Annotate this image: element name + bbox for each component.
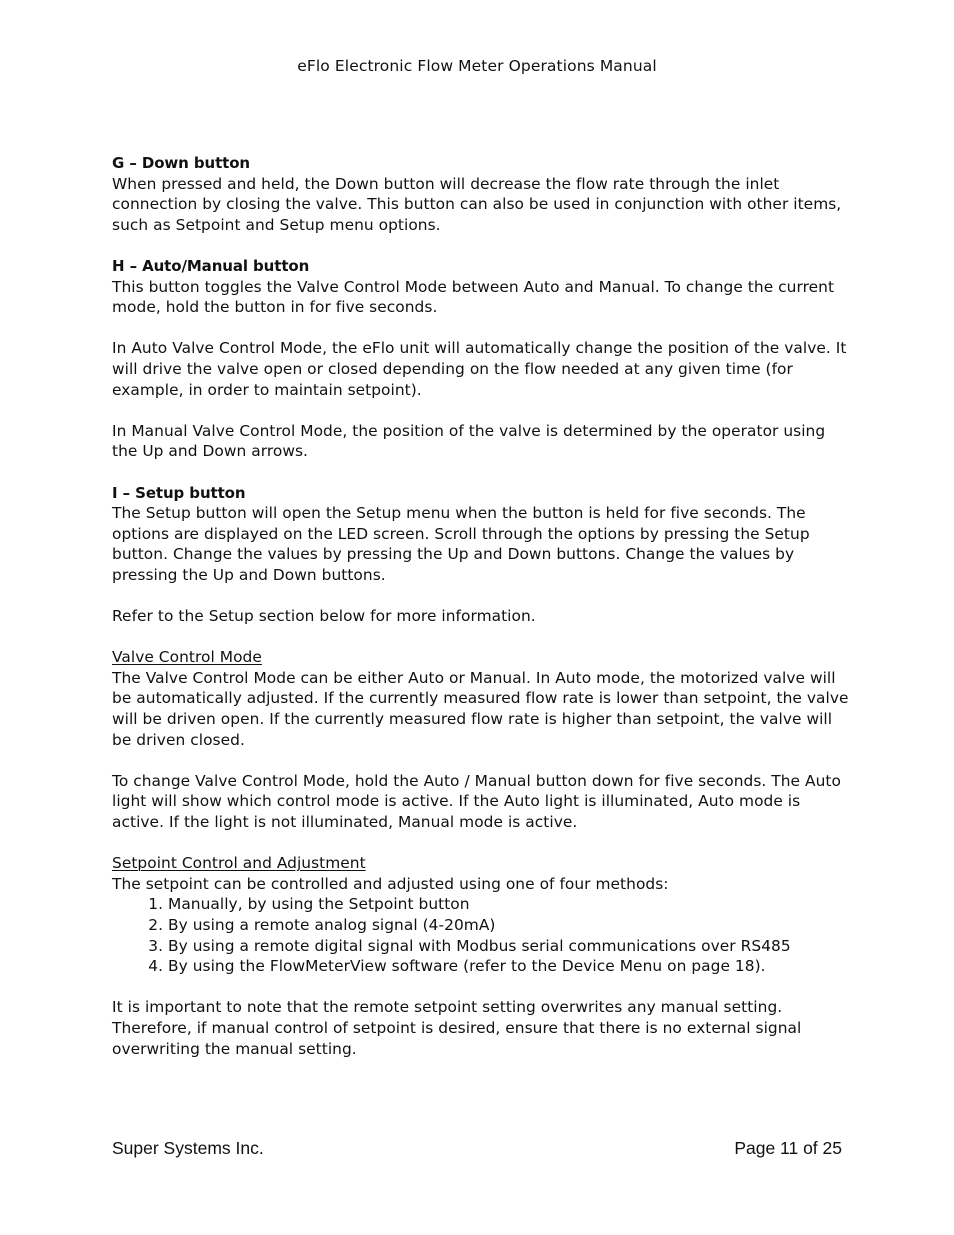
paragraph: To change Valve Control Mode, hold the Auto / Manual button down for five seconds. The Auto light will show which control mode is active. If the Auto light is illuminated, Auto mode is active. If the light is not illuminated, Manual mode is active. — [112, 771, 841, 831]
paragraph: The Valve Control Mode can be either Auto or Manual. In Auto mode, the motorized valve will be automatically adjusted. If the currently measured flow rate is lower than setpoint, the valve will be driven open. If the currently measured flow rate is higher than setpoint, the valve will be driven closed. — [112, 668, 849, 749]
page-footer — [112, 1136, 842, 1160]
paragraph: The setpoint can be controlled and adjusted using one of four methods: — [112, 874, 669, 893]
list-item: 1. Manually, by using the Setpoint button — [168, 894, 852, 915]
section-setpoint-control — [112, 853, 852, 1059]
section-valve-control-mode — [112, 647, 852, 832]
paragraph: In Manual Valve Control Mode, the position of the valve is determined by the operator using the Up and Down arrows. — [112, 421, 826, 461]
setpoint-methods-list — [112, 894, 852, 976]
paragraph: In Auto Valve Control Mode, the eFlo unit will automatically change the position of the valve. It will drive the valve open or closed depending on the flow needed at any given time (for example, in order to maintain setpoint). — [112, 339, 847, 399]
page-content — [112, 153, 852, 1059]
footer-company: Super Systems Inc. — [112, 1138, 264, 1158]
paragraph: When pressed and held, the Down button will decrease the flow rate through the inlet connection by closing the valve. This button can also be used in conjunction with other items, such as Setpoint and Setup menu options. — [112, 174, 842, 234]
section-setup-button — [112, 483, 852, 627]
footer-page-number: Page 11 of 25 — [734, 1138, 842, 1158]
section-auto-manual-button — [112, 256, 852, 462]
paragraph: Refer to the Setup section below for more information. — [112, 607, 536, 626]
subsection-heading-text: Setpoint Control and Adjustment — [112, 854, 366, 873]
running-header: eFlo Electronic Flow Meter Operations Manual — [297, 57, 657, 75]
list-item: 4. By using the FlowMeterView software (refer to the Device Menu on page 18). — [168, 956, 852, 977]
section-down-button — [112, 153, 852, 235]
section-heading: H – Auto/Manual button — [112, 256, 310, 275]
paragraph: It is important to note that the remote setpoint setting overwrites any manual setting. Therefore, if manual control of setpoint is desired, ensure that there is no external signal overwriting the manual setting. — [112, 998, 802, 1058]
list-item: 3. By using a remote digital signal with Modbus serial communications over RS485 — [168, 936, 852, 957]
subsection-heading-text: Valve Control Mode — [112, 648, 262, 667]
list-item: 2. By using a remote analog signal (4-20mA) — [168, 915, 852, 936]
paragraph: This button toggles the Valve Control Mode between Auto and Manual. To change the current mode, hold the button in for five seconds. — [112, 277, 835, 317]
section-heading: G – Down button — [112, 154, 251, 172]
section-heading: I – Setup button — [112, 483, 246, 502]
subsection-heading — [112, 647, 852, 668]
subsection-heading — [112, 853, 852, 874]
paragraph: The Setup button will open the Setup menu when the button is held for five seconds. The options are displayed on the LED screen. Scroll through the options by pressing the Setup button. Change the values by pressing the Up and Down buttons. Change the values by pressing the Up and Down buttons. — [112, 504, 810, 584]
